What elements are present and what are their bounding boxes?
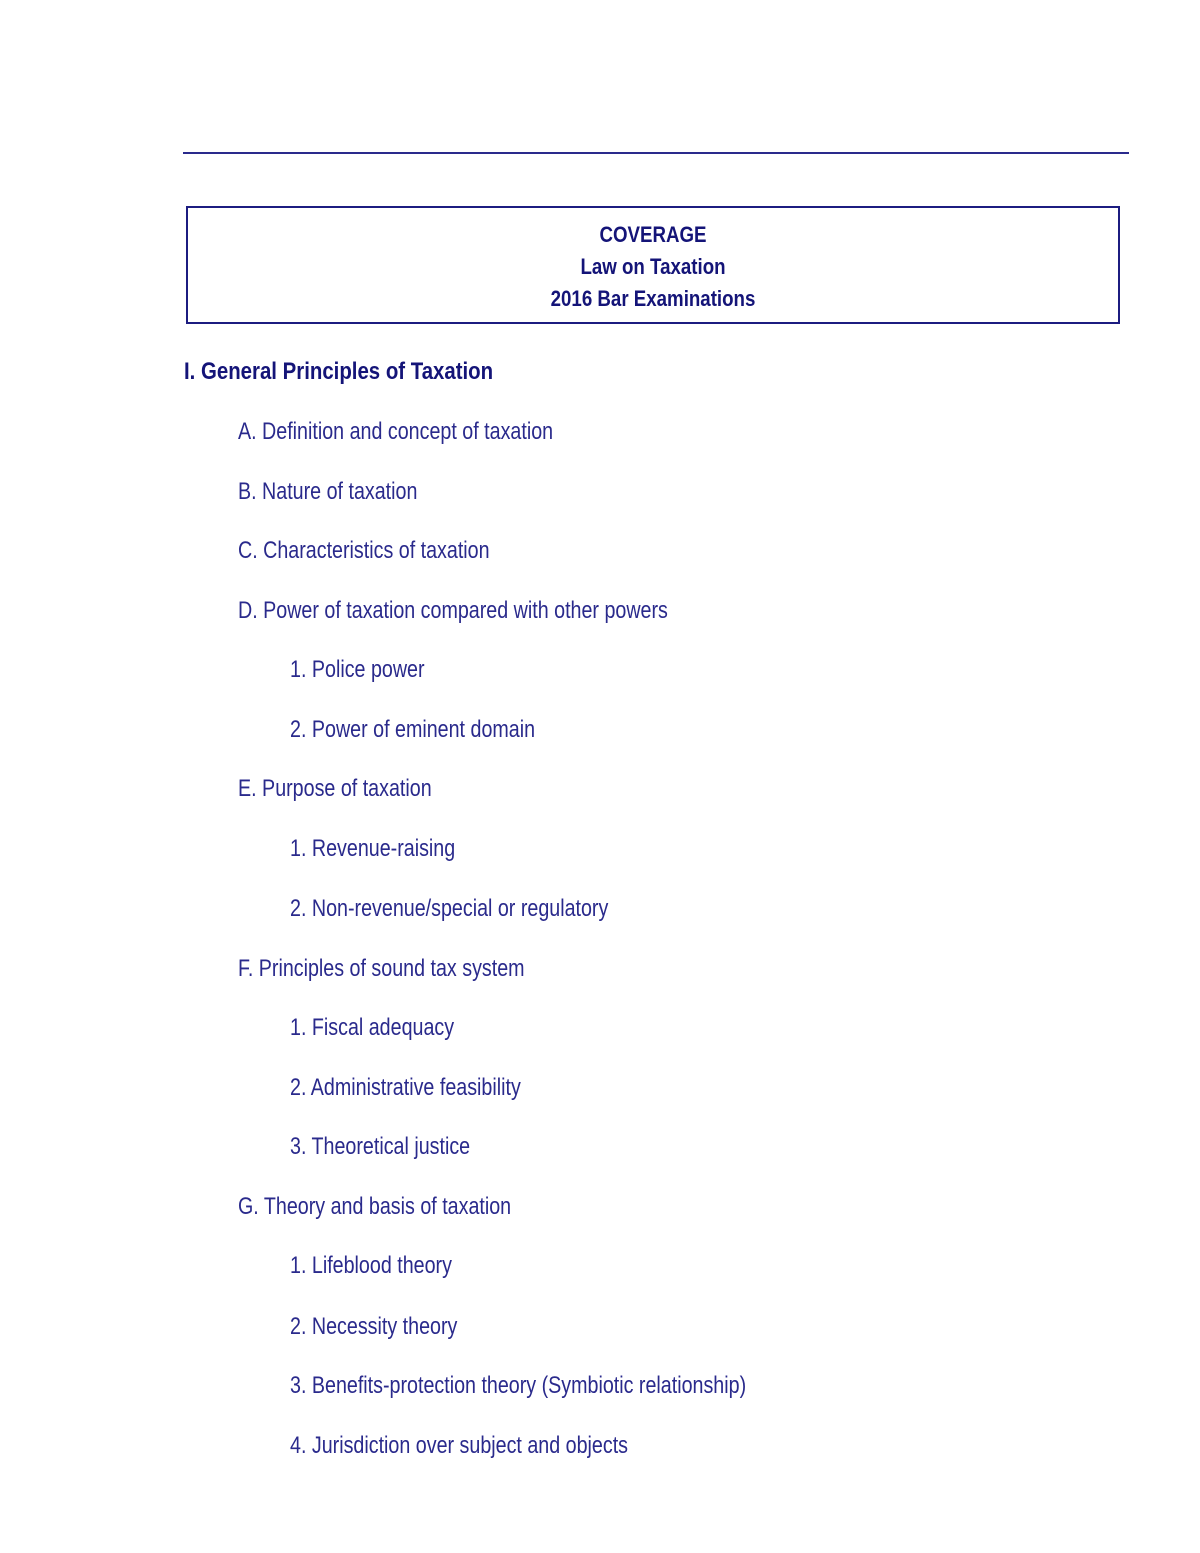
coverage-exam: 2016 Bar Examinations <box>550 286 756 311</box>
outline-item-g: G. Theory and basis of taxation <box>238 1193 512 1220</box>
outline-item-f: F. Principles of sound tax system <box>238 955 525 982</box>
coverage-subject: Law on Taxation <box>580 254 726 279</box>
coverage-box <box>186 206 1120 324</box>
outline-subitem-g2: 2. Necessity theory <box>290 1313 458 1340</box>
header-rule <box>183 152 1129 154</box>
outline-subitem-d1: 1. Police power <box>290 656 425 683</box>
outline-item-a: A. Definition and concept of taxation <box>238 418 554 445</box>
outline-subitem-f3: 3. Theoretical justice <box>290 1133 471 1160</box>
section-heading: I. General Principles of Taxation <box>184 358 494 385</box>
coverage-title: COVERAGE <box>599 222 707 247</box>
outline-item-c: C. Characteristics of taxation <box>238 537 490 564</box>
outline-subitem-e2: 2. Non-revenue/special or regulatory <box>290 895 609 922</box>
outline-subitem-g1: 1. Lifeblood theory <box>290 1252 452 1279</box>
outline-item-b: B. Nature of taxation <box>238 478 418 505</box>
outline-subitem-e1: 1. Revenue-raising <box>290 835 456 862</box>
outline-item-d: D. Power of taxation compared with other powers <box>238 597 668 624</box>
outline-subitem-g4: 4. Jurisdiction over subject and objects <box>290 1432 629 1459</box>
outline-subitem-g3: 3. Benefits-protection theory (Symbiotic relationship) <box>290 1372 747 1399</box>
outline-subitem-f1: 1. Fiscal adequacy <box>290 1014 455 1041</box>
outline-item-e: E. Purpose of taxation <box>238 775 432 802</box>
outline-subitem-d2: 2. Power of eminent domain <box>290 716 536 743</box>
outline-subitem-f2: 2. Administrative feasibility <box>290 1074 521 1101</box>
